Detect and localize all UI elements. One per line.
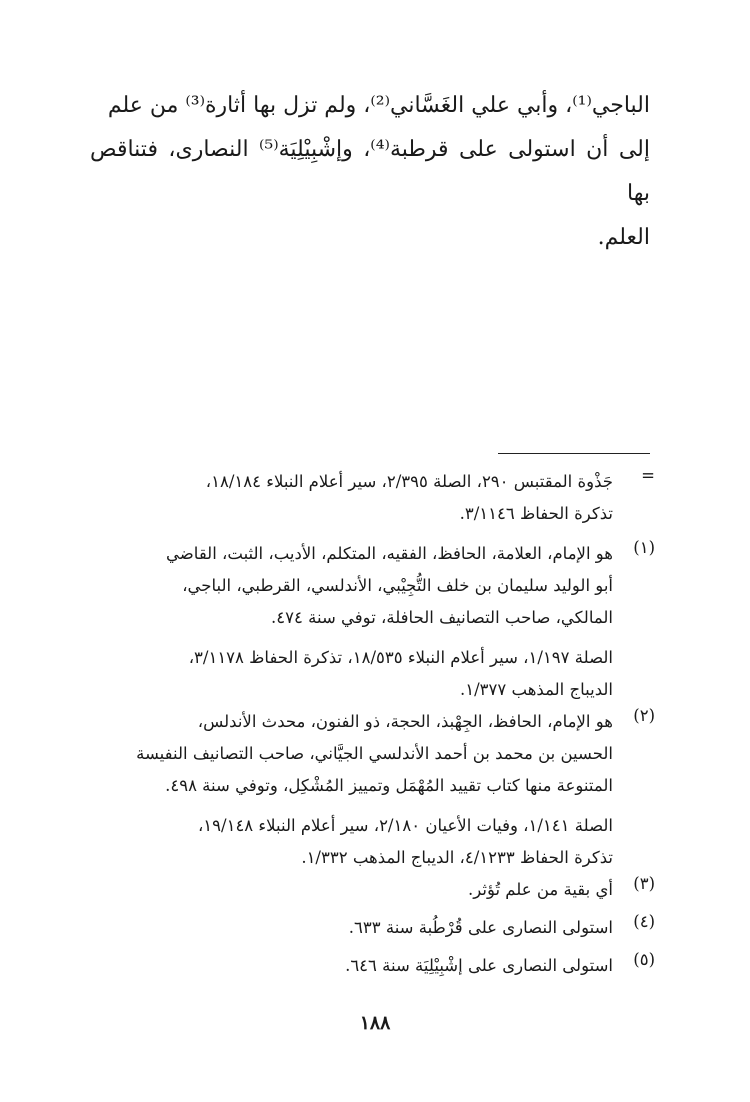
- footnote-3: [90, 874, 655, 906]
- footnote-line: استولى النصارى على قُرْطُبة سنة ٦٣٣.: [348, 918, 613, 937]
- footnote-line: جَذْوة المقتبس ٢٩٠، الصلة ٢/٣٩٥، سير أعلام النبلاء ١٨/١٨٤،: [205, 472, 613, 491]
- footnote-1: [90, 538, 655, 706]
- footnote-line: المتنوعة منها كتاب تقييد المُهْمَل وتمييز المُشْكِل، وتوفي سنة ٤٩٨.: [165, 776, 613, 795]
- footnote-2: [90, 706, 655, 874]
- footnote-line: تذكرة الحفاظ ٣/١١٤٦.: [459, 504, 613, 523]
- footnote-separator: [498, 453, 650, 454]
- footnote-line: هو الإمام، الحافظ، الجِهْبذ، الحجة، ذو الفنون، محدث الأندلس،: [197, 712, 613, 731]
- footnote-line: المالكي، صاحب التصانيف الحافلة، توفي سنة ٤٧٤.: [271, 608, 613, 627]
- footnote-line: استولى النصارى على إشْبِيْلِيَة سنة ٦٤٦.: [345, 956, 613, 975]
- page-number: ١٨٨: [359, 1012, 391, 1034]
- footnote-line: الحسين بن محمد بن أحمد الأندلسي الجيَّاني، صاحب التصانيف النفيسة: [136, 744, 613, 763]
- footnote-source-line: تذكرة الحفاظ ٤/١٢٣٣، الديباج المذهب ١/٣٣٢.: [301, 848, 613, 867]
- footnote-mark: (١): [633, 538, 655, 557]
- footnote-continued: [90, 466, 655, 530]
- main-text-line-1: الباجي⁽¹⁾، وأبي علي الغَسَّاني⁽²⁾، ولم تزل بها أثارة⁽³⁾ من علم: [107, 93, 650, 118]
- footnote-mark: (٤): [633, 912, 655, 931]
- footnote-source-line: الصلة ١/١٤١، وفيات الأعيان ٢/١٨٠، سير أعلام النبلاء ١٩/١٤٨،: [197, 816, 613, 835]
- footnote-source-line: الديباج المذهب ١/٣٧٧.: [460, 680, 613, 699]
- footnote-5: [90, 950, 655, 982]
- footnote-mark: (٥): [633, 950, 655, 969]
- main-text: [90, 84, 650, 260]
- footnote-line: أبو الوليد سليمان بن خلف التُّجِيْبي، الأندلسي، القرطبي، الباجي،: [182, 576, 613, 595]
- main-text-line-3: العلم.: [597, 225, 650, 250]
- main-text-line-2: إلى أن استولى على قرطبة⁽⁴⁾، وإشْبِيْلِيَة⁽⁵⁾ النصارى، فتناقص بها: [90, 137, 650, 206]
- footnote-line: أي بقية من علم تُؤثر.: [468, 880, 613, 899]
- footnote-4: [90, 912, 655, 944]
- footnote-mark: (٣): [633, 874, 655, 893]
- footnote-line: هو الإمام، العلامة، الحافظ، الفقيه، المتكلم، الأديب، الثبت، القاضي: [166, 544, 613, 563]
- footnote-mark: =: [641, 466, 655, 485]
- footnote-source-line: الصلة ١/١٩٧، سير أعلام النبلاء ١٨/٥٣٥، تذكرة الحفاظ ٣/١١٧٨،: [188, 648, 613, 667]
- footnote-mark: (٢): [633, 706, 655, 725]
